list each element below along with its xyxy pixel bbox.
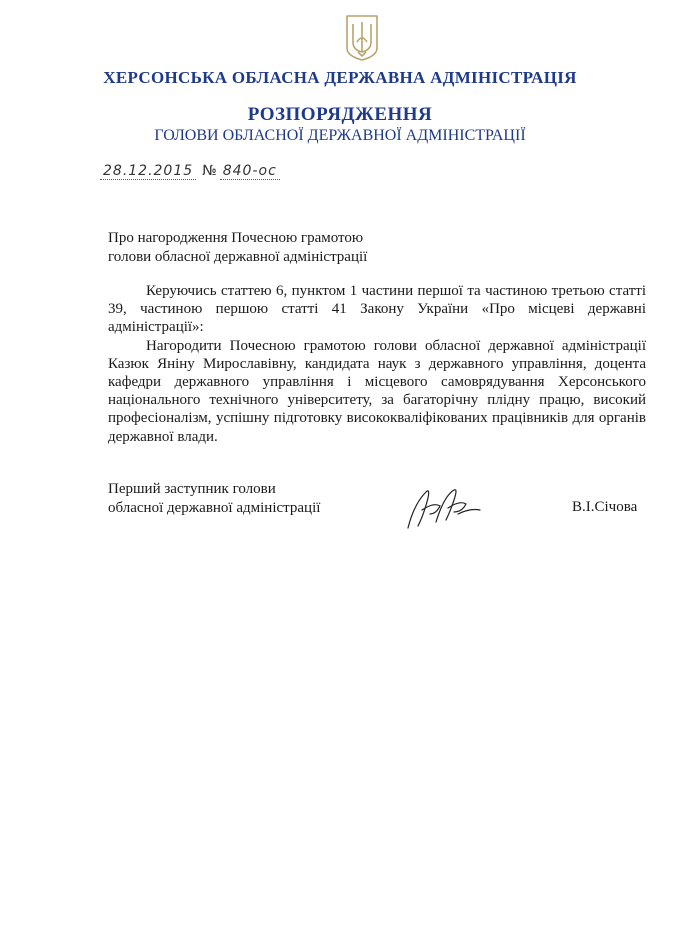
signer-position-line-1: Перший заступник голови: [108, 481, 276, 497]
subject-block: [108, 229, 528, 267]
organization-title: ХЕРСОНСЬКА ОБЛАСНА ДЕРЖАВНА АДМІНІСТРАЦІЯ: [103, 68, 577, 87]
body-paragraph-1: Керуючись статтею 6, пунктом 1 частини першої та частиною третьою статті 39, частиною першою статті 41 Закону України «Про місцеві державні адміністрації»:: [108, 283, 646, 336]
subject-line-1: Про нагородження Почесною грамотою: [108, 230, 364, 246]
subject-line-2: голови обласної державної адміністрації: [108, 249, 368, 265]
registration-number: 840-ос: [220, 163, 280, 180]
trident-emblem-icon: [344, 12, 380, 62]
document-subtitle: ГОЛОВИ ОБЛАСНОЇ ДЕРЖАВНОЇ АДМІНІСТРАЦІЇ: [154, 127, 526, 144]
document-type: РОЗПОРЯДЖЕННЯ: [247, 104, 433, 125]
signer-name: В.І.Січова: [572, 499, 638, 515]
registration-line: [100, 163, 280, 179]
signer-position: [108, 480, 368, 518]
signer-position-line-2: обласної державної адміністрації: [108, 500, 321, 516]
body-text: [108, 282, 646, 446]
registration-date: 28.12.2015: [100, 163, 196, 180]
body-paragraph-2: Нагородити Почесною грамотою голови обласної державної адміністрації Казюк Яніну Мирославівну, кандидата наук з державного управління, доцента кафедри державного управління і місцевого самоврядування Херсонського національного технічного університету, за багаторічну плідну працю, високий професіоналізм, успішну підготовку висококваліфікованих працівників для органів державної влади.: [108, 337, 646, 445]
handwritten-signature-icon: [400, 484, 490, 534]
number-sign: №: [202, 163, 218, 179]
